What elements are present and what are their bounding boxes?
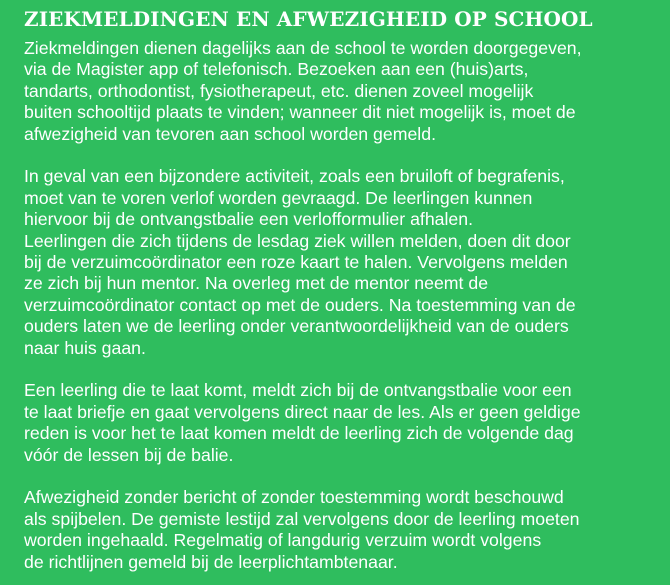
paragraph-line: naar huis gaan. — [24, 337, 146, 358]
paragraph-line: Leerlingen die zich tijdens de lesdag ziek willen melden, doen dit door — [24, 230, 571, 251]
paragraph-line: reden is voor het te laat komen meldt de leerling zich de volgende dag — [24, 423, 574, 444]
paragraph-line: te laat briefje en gaat vervolgens direct naar de les. Als er geen geldige — [24, 401, 581, 422]
paragraph-truancy — [24, 487, 660, 573]
paragraph-line: Een leerling die te laat komt, meldt zich bij de ontvangstbalie voor een — [24, 380, 572, 401]
section-title: ZIEKMELDINGEN EN AFWEZIGHEID OP SCHOOL — [24, 7, 593, 31]
paragraph-sick-reporting — [24, 38, 660, 145]
paragraph-line: worden ingehaald. Regelmatig of langdurig verzuim wordt volgens — [24, 530, 542, 551]
paragraph-line: de richtlijnen gemeld bij de leerplichtambtenaar. — [24, 551, 398, 572]
paragraph-leave-request — [24, 166, 660, 359]
paragraph-line: bij de verzuimcoördinator een roze kaart te halen. Vervolgens melden — [24, 252, 568, 273]
paragraph-line: Afwezigheid zonder bericht of zonder toestemming wordt beschouwd — [24, 487, 564, 508]
paragraph-late-arrival — [24, 380, 660, 466]
paragraph-line: hiervoor bij de ontvangstbalie een verlofformulier afhalen. — [24, 209, 474, 230]
paragraph-line: ze zich bij hun mentor. Na overleg met de mentor neemt de — [24, 273, 489, 294]
paragraph-line: tandarts, orthodontist, fysiotherapeut, etc. dienen zoveel mogelijk — [24, 80, 534, 101]
paragraph-line: moet van te voren verlof worden gevraagd. De leerlingen kunnen — [24, 187, 533, 208]
paragraph-line: buiten schooltijd plaats te vinden; wanneer dit niet mogelijk is, moet de — [24, 102, 576, 123]
paragraph-line: vóór de lessen bij de balie. — [24, 444, 234, 465]
paragraph-line: Ziekmeldingen dienen dagelijks aan de school te worden doorgegeven, — [24, 38, 582, 58]
paragraph-line: In geval van een bijzondere activiteit, zoals een bruiloft of begrafenis, — [24, 166, 565, 187]
paragraph-line: via de Magister app of telefonisch. Bezoeken aan een (huis)arts, — [24, 59, 529, 80]
paragraph-spacer — [24, 145, 660, 166]
paragraph-spacer — [24, 359, 660, 380]
paragraph-line: ouders laten we de leerling onder verantwoordelijkheid van de ouders — [24, 316, 569, 337]
paragraph-line: als spijbelen. De gemiste lestijd zal vervolgens door de leerling moeten — [24, 508, 580, 529]
paragraph-line: verzuimcoördinator contact op met de ouders. Na toestemming van de — [24, 294, 576, 315]
paragraph-line: afwezigheid van tevoren aan school worden gemeld. — [24, 123, 436, 144]
paragraph-spacer — [24, 466, 660, 487]
